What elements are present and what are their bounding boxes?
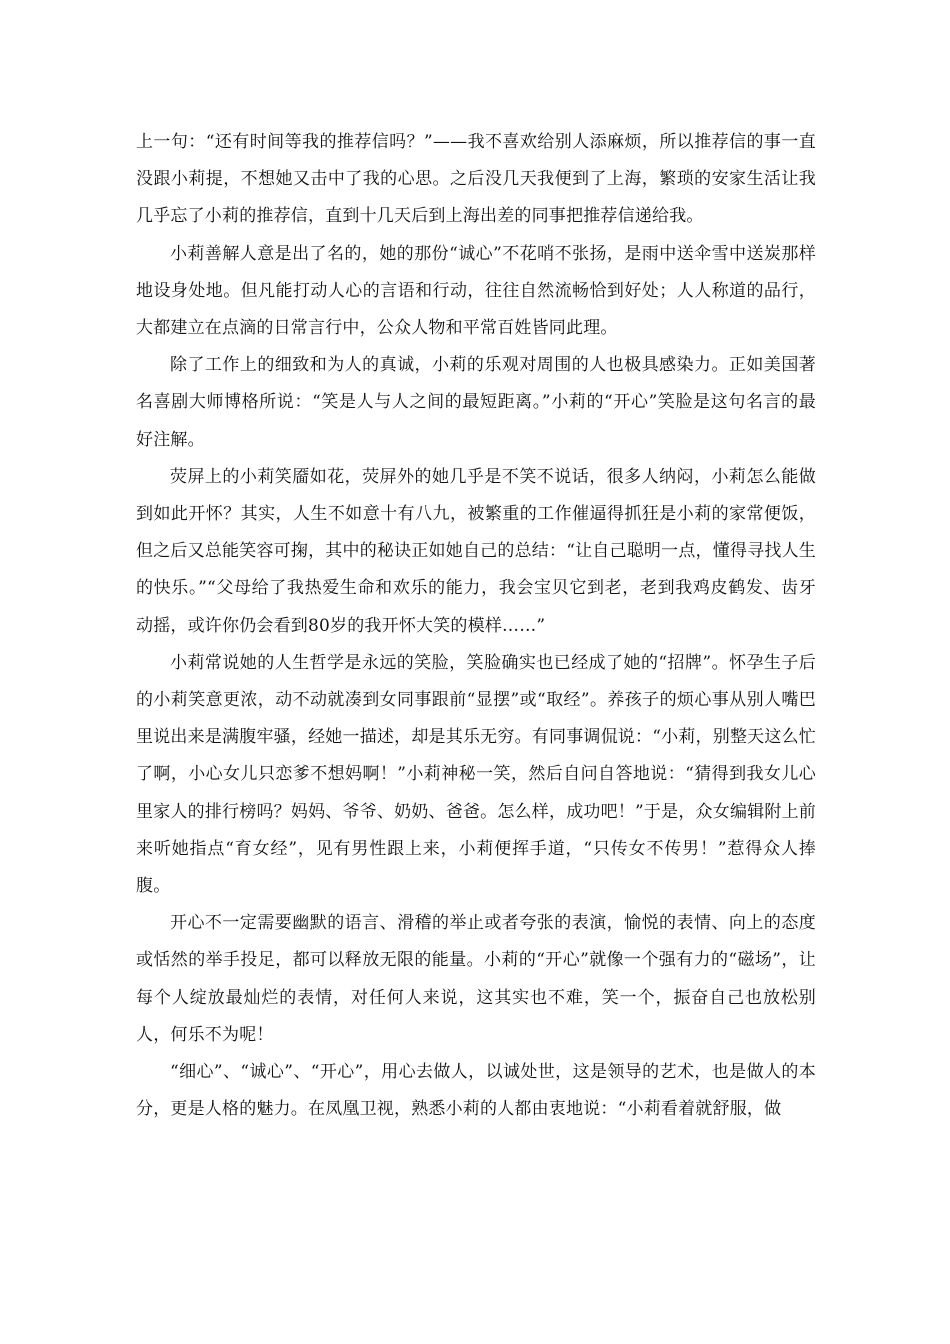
article-body [136,124,816,1128]
paragraph: 小莉善解人意是出了名的，她的那份“诚心”不花哨不张扬，是雨中送伞雪中送炭那样地设身处地。但凡能打动人心的言语和行动，往往自然流畅恰到好处；人人称道的品行，大都建立在点滴的日常言行中，公众人物和平常百姓皆同此理。 [136,243,816,339]
paragraph: 小莉常说她的人生哲学是永远的笑脸，笑脸确实也已经成了她的“招牌”。怀孕生子后的小莉笑意更浓，动不动就凑到女同事跟前“显摆”或“取经”。养孩子的烦心事从别人嘴巴里说出来是满腹牢骚，经她一描述，却是其乐无穷。有同事调侃说：“小莉，别整天这么忙了啊，小心女儿只恋爹不想妈啊！”小莉神秘一笑，然后自问自答地说：“猜得到我女儿心里家人的排行榜吗？妈妈、爷爷、奶奶、爸爸。怎么样，成功吧！”于是，众女编辑附上前来听她指点“育女经”，见有男性跟上来，小莉便挥手道，“只传女不传男！”惹得众人捧腹。 [136,652,816,897]
paragraph: “细心”、“诚心”、“开心”，用心去做人，以诚处世，这是领导的艺术，也是做人的本分，更是人格的魅力。在凤凰卫视，熟悉小莉的人都由衷地说：“小莉看着就舒服，做 [136,1062,816,1120]
paragraph: 上一句：“还有时间等我的推荐信吗？”——我不喜欢给别人添麻烦，所以推荐信的事一直没跟小莉提，不想她又击中了我的心思。之后没几天我便到了上海，繁琐的安家生活让我几乎忘了小莉的推荐信，直到十几天后到上海出差的同事把推荐信递给我。 [136,132,816,227]
paragraph: 除了工作上的细致和为人的真诚，小莉的乐观对周围的人也极具感染力。正如美国著名喜剧大师博格所说：“笑是人与人之间的最短距离。”小莉的“开心”笑脸是这句名言的最好注解。 [136,355,816,450]
paragraph: 开心不一定需要幽默的语言、滑稽的举止或者夸张的表演，愉悦的表情、向上的态度或恬然的举手投足，都可以释放无限的能量。小莉的“开心”就像一个强有力的“磁场”，让每个人绽放最灿烂的表情，对任何人来说，这其实也不难，笑一个，振奋自己也放松别人，何乐不为呢！ [136,913,816,1045]
paragraph: 荧屏上的小莉笑靥如花，荧屏外的她几乎是不笑不说话，很多人纳闷，小莉怎么能做到如此开怀？其实，人生不如意十有八九，被繁重的工作催逼得抓狂是小莉的家常便饭，但之后又总能笑容可掬，其中的秘诀正如她自己的总结：“让自己聪明一点，懂得寻找人生的快乐。”“父母给了我热爱生命和欢乐的能力，我会宝贝它到老，老到我鸡皮鹤发、齿牙动摇，或许你仍会看到80岁的我开怀大笑的模样……” [136,466,816,636]
